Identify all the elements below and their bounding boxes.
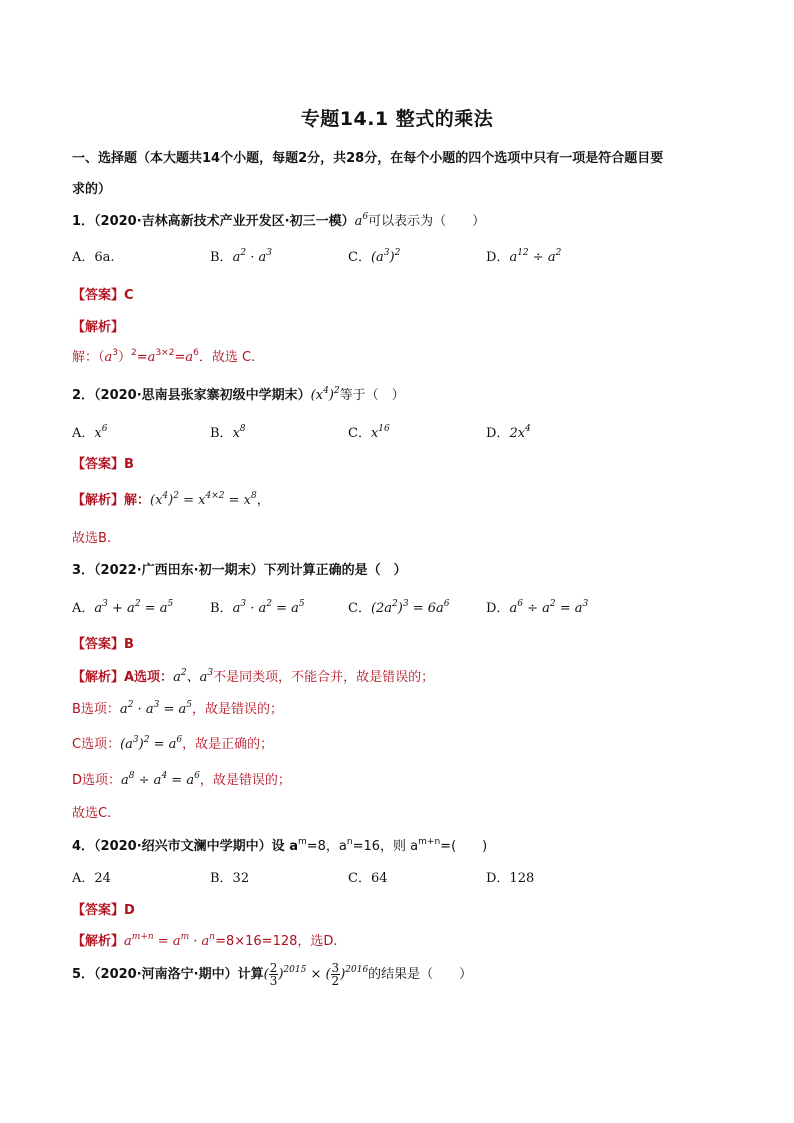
question-1-stem: [72, 210, 485, 229]
question-2-expr: $(x^4)^2$: [310, 386, 340, 403]
question-4-option-b: B．32: [210, 871, 250, 886]
question-1-tail: 可以表示为（ ）: [368, 214, 486, 229]
question-4-answer: 【答案】D: [72, 903, 135, 918]
question-2-conclusion: 故选B.: [72, 531, 112, 546]
question-3-option-d: D．$a^6 \div a^2 = a^3$: [486, 599, 589, 616]
question-2-answer: 【答案】B: [72, 457, 134, 472]
question-4-option-d: D．128: [486, 871, 535, 886]
question-3-analysis-d: D选项：$a^8 \div a^4 = a^6$，故是错误的；: [72, 771, 291, 788]
question-1-source: 1．（2020·吉林高新技术产业开发区·初三一模）: [72, 214, 355, 229]
question-2-option-d: D．$2x^4$: [486, 424, 531, 441]
question-2-source: 2．（2020·思南县张家寨初级中学期末）: [72, 388, 311, 403]
page-title: 专题14.1 整式的乘法: [300, 108, 494, 130]
question-3-analysis-a: 【解析】A选项：$a^2$、$a^3$不是同类项，不能合并，故是错误的；: [72, 668, 435, 685]
question-2-option-c: C．$x^{16}$: [348, 424, 390, 441]
question-1-option-c: C．$(a^3)^2$: [348, 248, 401, 265]
question-3-option-c: C．$(2a^2)^3 = 6a^6$: [348, 599, 450, 616]
question-1-solution: 解：$(a^3)^2=a^{3\times 2}=a^6$．故选 C.: [72, 348, 256, 365]
question-3-answer: 【答案】B: [72, 637, 134, 652]
question-1-answer: 【答案】C: [72, 288, 134, 303]
question-3-option-b: B．$a^3 \cdot a^2 = a^5$: [210, 599, 305, 616]
question-3-analysis-c: C选项：$(a^3)^2 = a^6$，故是正确的；: [72, 735, 274, 752]
section-heading: 一、选择题（本大题共14个小题，每题2分，共28分，在每个小题的四个选项中只有一项是符合题目要: [72, 151, 664, 166]
question-4-option-a: A．24: [72, 871, 111, 886]
question-2-option-a: A．$x^6$: [72, 424, 108, 441]
question-2-analysis: 【解析】解：$(x^4)^2 = x^{4\times 2} = x^8$，: [72, 491, 270, 508]
question-2-tail: 等于（ ）: [339, 388, 405, 403]
question-1-option-d: D．$a^{12} \div a^2$: [486, 248, 562, 265]
question-5-stem: 5．（2020·河南洛宁·期中）计算( $\frac{2}{3}$ )$^{2015}$ × ( $\frac{3}{2}$ )$^{2016}$的结果是（ ）: [72, 961, 473, 988]
question-2-option-b: B．$x^8$: [210, 424, 246, 441]
question-1-expr: $a^6$: [354, 212, 369, 229]
question-1-option-b: B．$a^2 \cdot a^3$: [210, 248, 272, 265]
question-4-analysis: 【解析】$a^{m+n} = a^m \cdot a^n=8\times 16=128$，选D.: [72, 932, 338, 949]
question-4-option-c: C．64: [348, 871, 388, 886]
question-3-analysis-b: B选项：$a^2 \cdot a^3 = a^5$，故是错误的；: [72, 700, 283, 717]
question-1-analysis-label: 【解析】: [72, 320, 125, 335]
question-3-option-a: A．$a^3 + a^2 = a^5$: [72, 599, 174, 616]
question-2-stem: [72, 384, 405, 403]
question-3-conclusion: 故选C.: [72, 806, 112, 821]
question-5-expr: ( $\frac{2}{3}$ )$^{2015}$ × ( $\frac{3}{2}$ )$^{2016}$: [263, 961, 369, 988]
question-3-stem: 3．（2022·广西田东·初一期末）下列计算正确的是（ ）: [72, 563, 407, 578]
question-4-stem: 4．（2020·绍兴市文澜中学期中）设 $a^m=8$，$a^n=16$，则 $a^{m+n}=$( ): [72, 837, 488, 854]
question-1-option-a: A．6a.: [72, 250, 115, 265]
section-heading-cont: 求的）: [72, 182, 112, 197]
